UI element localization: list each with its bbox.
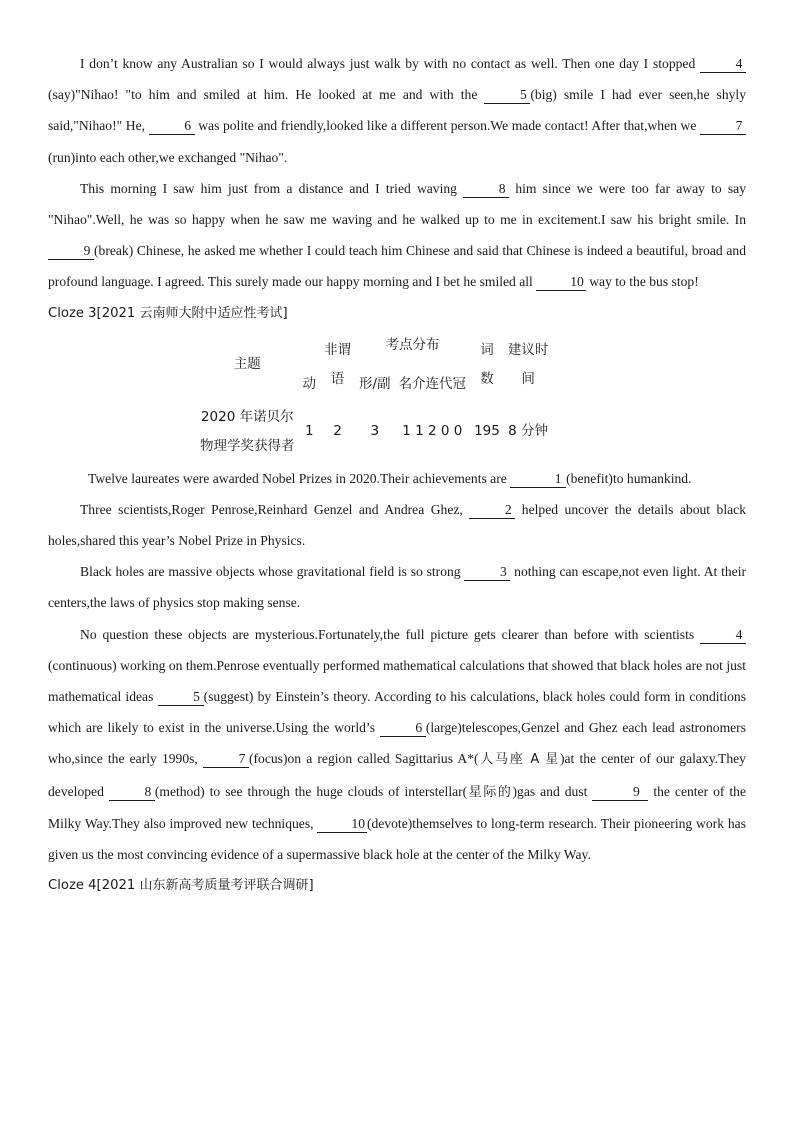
- col-adj-adv-header: 形/副: [359, 375, 391, 392]
- blank-10[interactable]: 10: [536, 274, 586, 291]
- blank-2[interactable]: 2: [469, 502, 515, 519]
- row-topic: [196, 401, 299, 463]
- blank-6[interactable]: 6: [380, 720, 426, 737]
- heading-source: 山东新高考质量考评联合调研: [139, 878, 309, 894]
- blank-6[interactable]: 6: [149, 118, 195, 135]
- heading-bracket: ]: [282, 305, 288, 321]
- text: (method) to see through the huge clouds of interstellar(: [154, 783, 468, 799]
- col-words-line1: 词: [480, 341, 494, 358]
- cloze3-heading: [48, 298, 746, 329]
- col-time-line1: 建议时: [507, 341, 549, 358]
- cloze3-paragraph-4: [48, 619, 746, 871]
- cloze3-paragraph-2: [48, 494, 746, 556]
- blank-7[interactable]: 7: [700, 118, 746, 135]
- row-adj-adv-count: 3: [370, 423, 380, 440]
- text: (continuous) working on them.Penrose eventually performed mathematical calculations that showed that black holes are not just mathematical ideas: [48, 657, 746, 705]
- col-nonpredicate-header: [320, 329, 355, 401]
- heading-text: Cloze 3[2021: [48, 305, 140, 321]
- col-nonpredicate-line1: 非谓: [324, 341, 351, 358]
- blank-8[interactable]: 8: [463, 181, 509, 198]
- col-time-header: [504, 329, 553, 401]
- row-others-counts: 1 1 2 0 0: [402, 423, 463, 440]
- text: (break) Chinese, he asked me whether I could teach him Chinese and said that Chinese is indeed a beautiful, broad and profound language. I agreed. This surely made our happy morning and I bet he smiled all: [48, 243, 746, 290]
- col-words-line2: 数: [480, 370, 494, 387]
- blank-5[interactable]: 5: [158, 689, 204, 706]
- chinese-gloss: 星际的: [467, 784, 513, 800]
- text: )at the center of our galaxy.They developed: [48, 751, 746, 799]
- passage-paragraph-1: [48, 48, 746, 173]
- col-nonpredicate-line2: 语: [330, 370, 345, 387]
- cloze4-heading: [48, 870, 746, 901]
- blank-8[interactable]: 8: [109, 784, 155, 801]
- text: )gas and dust: [512, 783, 593, 799]
- blank-7[interactable]: 7: [203, 751, 249, 768]
- text: (say)"Nihao! "to him and smiled at him. He looked at me and with the: [48, 87, 485, 103]
- heading-text: Cloze 4[2021: [48, 878, 140, 894]
- blank-9[interactable]: 9: [592, 784, 648, 801]
- blank-1[interactable]: 1: [510, 471, 566, 488]
- text: him since we were too far away to say "Nihao".Well, he was so happy when he saw me waving and he walked up to me in excitement.I saw his bright smile. In: [48, 180, 747, 228]
- text: Three scientists,Roger Penrose,Reinhard Genzel and Andrea Ghez,: [80, 501, 470, 517]
- text: (large)telescopes,Genzel and Ghez each lead astronomers who,since the early 1990s,: [48, 720, 746, 767]
- text: was polite and friendly,looked like a different person.We made contact! After that,when we: [194, 118, 700, 134]
- col-others-header: 名介连代冠: [398, 375, 467, 392]
- col-verb-header: 动: [302, 375, 316, 392]
- row-verb-count: 1: [304, 423, 314, 440]
- exam-point-distribution-table: [196, 329, 552, 463]
- heading-source: 云南师大附中适应性考试: [139, 305, 283, 321]
- text: Twelve laureates were awarded Nobel Prizes in 2020.Their achievements are: [88, 470, 511, 486]
- row-word-count: 195: [474, 423, 500, 440]
- row-topic-line2: 物理学奖获得者: [200, 437, 295, 454]
- text: (devote)themselves to long-term research. Their pioneering work has given us the most convincing evidence of a supermassive black hole at the center of the Milky Way.: [48, 815, 746, 863]
- row-topic-line1: 2020 年诺贝尔: [200, 408, 294, 425]
- text: I don’t know any Australian so I would always just walk by with no contact as well. Then one day I stopped: [80, 56, 700, 71]
- blank-4[interactable]: 4: [700, 56, 746, 73]
- chinese-gloss: 人马座 A 星: [478, 752, 560, 768]
- blank-3[interactable]: 3: [464, 564, 510, 581]
- blank-9[interactable]: 9: [48, 243, 94, 260]
- cloze3-paragraph-1: [48, 463, 746, 494]
- text: the center of the Milky Way.They also improved new techniques,: [48, 783, 746, 831]
- cloze3-paragraph-3: [48, 556, 746, 618]
- col-words-header: [470, 329, 504, 401]
- blank-5[interactable]: 5: [484, 87, 530, 104]
- col-time-line2: 间: [521, 370, 535, 387]
- text: (benefit)to humankind.: [566, 470, 692, 486]
- heading-bracket: ]: [308, 878, 314, 894]
- header-exam-points: 考点分布: [385, 336, 440, 353]
- blank-4[interactable]: 4: [700, 627, 746, 644]
- text: helped uncover the details about black holes,shared this year’s Nobel Prize in Physics.: [48, 501, 746, 549]
- text: way to the bus stop!: [585, 274, 699, 290]
- text: (big) smile I had ever seen,he shyly said,"Nihao!" He,: [48, 87, 746, 134]
- text: This morning I saw him just from a distance and I tried waving: [80, 180, 464, 196]
- text: (suggest) by Einstein’s theory. According to his calculations, black holes could form in conditions which are likely to exist in the universe.Using the world’s: [48, 689, 746, 736]
- text: No question these objects are mysterious.Fortunately,the full picture gets clearer than before with scientists: [80, 626, 700, 642]
- row-suggested-time: 8 分钟: [508, 423, 549, 440]
- row-nonpredicate-count: 2: [333, 423, 342, 440]
- col-topic-header: 主题: [233, 356, 261, 373]
- text: (focus)on a region called Sagittarius A*(: [248, 751, 479, 767]
- blank-10[interactable]: 10: [317, 816, 367, 833]
- text: Black holes are massive objects whose gravitational field is so strong: [80, 564, 465, 580]
- document-page: [48, 48, 746, 901]
- text: nothing can escape,not even light. At their centers,the laws of physics stop making sense.: [48, 564, 746, 611]
- passage-paragraph-2: [48, 173, 746, 298]
- text: (run)into each other,we exchanged "Nihao".: [48, 149, 288, 165]
